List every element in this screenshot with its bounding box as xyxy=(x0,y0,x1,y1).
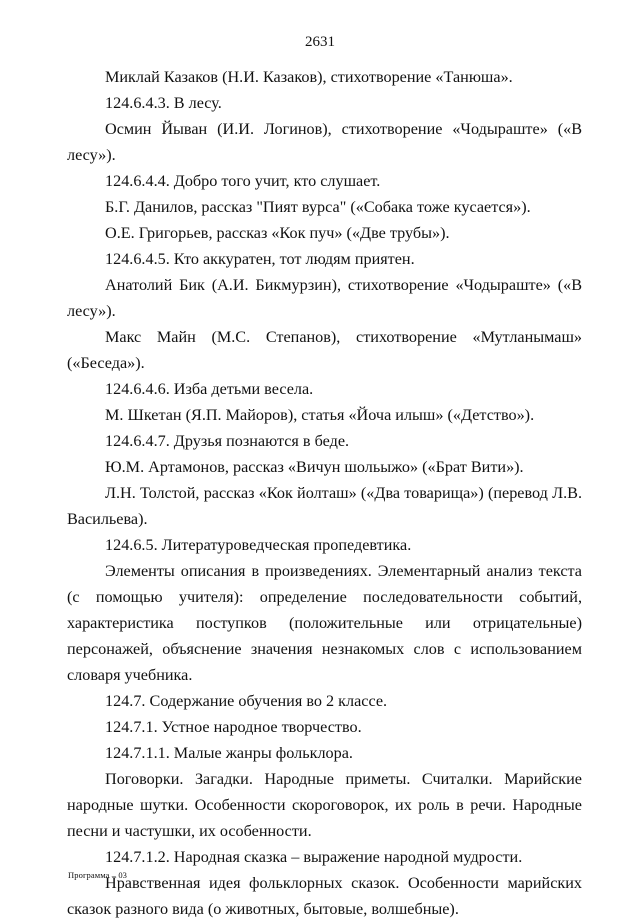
paragraph-8: Анатолий Бик (А.И. Бикмурзин), стихотворение «Чодыраште» («В лесу»). xyxy=(67,276,582,320)
paragraph-20: Поговорки. Загадки. Народные приметы. Считалки. Марийские народные шутки. Особенности скороговорок, их роль в речи. Народные песни и частушки, их особенности. xyxy=(67,770,582,840)
paragraph-5: Б.Г. Данилов, рассказ "Пият вурса" («Собака тоже кусается»). xyxy=(105,198,531,216)
paragraph-18: 124.7.1. Устное народное творчество. xyxy=(105,718,362,736)
paragraph-1: Миклай Казаков (Н.И. Казаков), стихотворение «Танюша». xyxy=(105,68,513,86)
paragraph-9: Макс Майн (М.С. Степанов), стихотворение «Мутланымаш» («Беседа»). xyxy=(67,328,582,372)
footer-label: Программа – 03 xyxy=(68,870,128,880)
paragraph-10: 124.6.4.6. Изба детьми весела. xyxy=(105,380,314,398)
paragraph-4: 124.6.4.4. Добро того учит, кто слушает. xyxy=(105,172,381,190)
paragraph-21: 124.7.1.2. Народная сказка – выражение народной мудрости. xyxy=(105,848,523,866)
paragraph-3: Осмин Йыван (И.И. Логинов), стихотворение «Чодыраште» («В лесу»). xyxy=(67,120,582,164)
document-body xyxy=(67,64,582,922)
paragraph-17: 124.7. Содержание обучения во 2 классе. xyxy=(105,692,388,710)
paragraph-11: М. Шкетан (Я.П. Майоров), статья «Йоча илыш» («Детство»). xyxy=(105,406,535,424)
paragraph-19: 124.7.1.1. Малые жанры фольклора. xyxy=(105,744,353,762)
paragraph-14: Л.Н. Толстой, рассказ «Кок йолташ» («Два товарища») (перевод Л.В. Васильева). xyxy=(67,484,582,528)
paragraph-22: Нравственная идея фольклорных сказок. Особенности марийских сказок разного вида (о животных, бытовые, волшебные). xyxy=(67,874,582,918)
paragraph-6: О.Е. Григорьев, рассказ «Кок пуч» («Две трубы»). xyxy=(105,224,450,242)
paragraph-15: 124.6.5. Литературоведческая пропедевтика. xyxy=(105,536,412,554)
page-number: 2631 xyxy=(305,34,335,50)
paragraph-12: 124.6.4.7. Друзья познаются в беде. xyxy=(105,432,350,450)
paragraph-7: 124.6.4.5. Кто аккуратен, тот людям приятен. xyxy=(105,250,415,268)
paragraph-16: Элементы описания в произведениях. Элементарный анализ текста (с помощью учителя): определение последовательности событий, характеристика поступков (положительные или отрицательные) персонажей, объяснение значения незнакомых слов с использованием словаря учебника. xyxy=(67,562,582,684)
paragraph-2: 124.6.4.3. В лесу. xyxy=(105,94,222,112)
paragraph-13: Ю.М. Артамонов, рассказ «Вичун шольыжо» («Брат Вити»). xyxy=(105,458,524,476)
